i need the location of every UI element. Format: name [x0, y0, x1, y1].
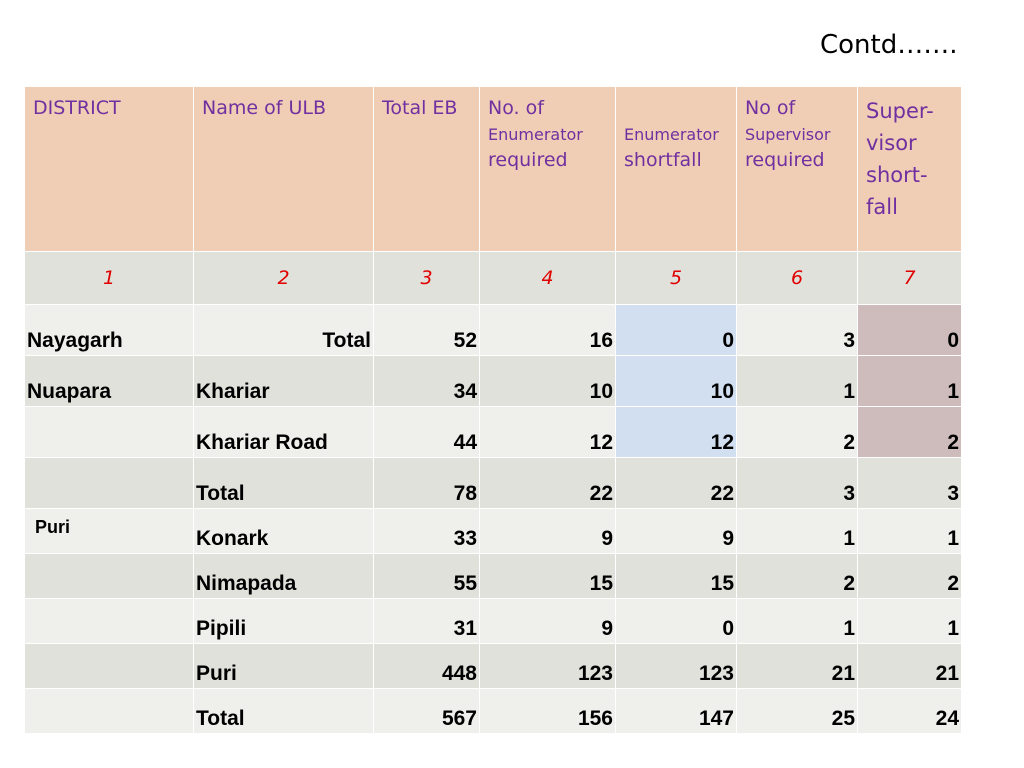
column-number: 5 [616, 252, 737, 305]
ulb-cell: Total [194, 458, 374, 509]
ulb-cell: Total [194, 689, 374, 734]
total-eb-cell: 34 [374, 356, 480, 407]
enumerator-shortfall-cell: 22 [616, 458, 737, 509]
district-cell [25, 689, 194, 734]
header-row [25, 87, 962, 252]
supervisor-shortfall-cell: 24 [858, 689, 962, 734]
supervisor-required-cell: 1 [737, 356, 858, 407]
enumerator-required-cell: 10 [480, 356, 616, 407]
table-row [25, 458, 962, 509]
district-cell [25, 554, 194, 599]
enumerator-required-cell: 9 [480, 599, 616, 644]
enumerator-shortfall-cell: 123 [616, 644, 737, 689]
header-supervisor-shortfall: Super- visor short- fall [858, 87, 962, 252]
column-number: 2 [194, 252, 374, 305]
column-number: 6 [737, 252, 858, 305]
district-cell: Puri [25, 509, 194, 554]
column-number: 4 [480, 252, 616, 305]
total-eb-cell: 31 [374, 599, 480, 644]
enumerator-required-cell: 156 [480, 689, 616, 734]
ulb-cell: Konark [194, 509, 374, 554]
total-eb-cell: 55 [374, 554, 480, 599]
district-cell: Nuapara [25, 356, 194, 407]
supervisor-shortfall-cell: 1 [858, 599, 962, 644]
enumerator-required-cell: 9 [480, 509, 616, 554]
supervisor-shortfall-cell: 2 [858, 407, 962, 458]
table-row [25, 509, 962, 554]
district-cell [25, 599, 194, 644]
header-enumerator-shortfall: Enumerator shortfall [616, 87, 737, 252]
table-row [25, 554, 962, 599]
table-row [25, 599, 962, 644]
enumerator-required-cell: 22 [480, 458, 616, 509]
enumerator-required-cell: 12 [480, 407, 616, 458]
enumerator-shortfall-cell: 9 [616, 509, 737, 554]
total-eb-cell: 78 [374, 458, 480, 509]
enumerator-shortfall-cell: 10 [616, 356, 737, 407]
ulb-cell: Puri [194, 644, 374, 689]
supervisor-shortfall-cell: 0 [858, 305, 962, 356]
column-number: 3 [374, 252, 480, 305]
total-eb-cell: 567 [374, 689, 480, 734]
ulb-table [24, 86, 962, 734]
ulb-cell: Nimapada [194, 554, 374, 599]
district-cell [25, 458, 194, 509]
enumerator-required-cell: 15 [480, 554, 616, 599]
supervisor-required-cell: 3 [737, 458, 858, 509]
total-eb-cell: 52 [374, 305, 480, 356]
enumerator-shortfall-cell: 0 [616, 599, 737, 644]
supervisor-shortfall-cell: 21 [858, 644, 962, 689]
total-eb-cell: 448 [374, 644, 480, 689]
header-enumerator-required: No. of Enumerator required [480, 87, 616, 252]
supervisor-required-cell: 2 [737, 554, 858, 599]
total-eb-cell: 33 [374, 509, 480, 554]
supervisor-shortfall-cell: 2 [858, 554, 962, 599]
ulb-cell: Khariar [194, 356, 374, 407]
supervisor-shortfall-cell: 3 [858, 458, 962, 509]
ulb-cell: Total [194, 305, 374, 356]
supervisor-required-cell: 3 [737, 305, 858, 356]
enumerator-shortfall-cell: 15 [616, 554, 737, 599]
header-ulb: Name of ULB [194, 87, 374, 252]
enumerator-shortfall-cell: 12 [616, 407, 737, 458]
ulb-cell: Khariar Road [194, 407, 374, 458]
supervisor-shortfall-cell: 1 [858, 509, 962, 554]
table-row [25, 407, 962, 458]
district-cell [25, 644, 194, 689]
table-row [25, 356, 962, 407]
supervisor-shortfall-cell: 1 [858, 356, 962, 407]
supervisor-required-cell: 25 [737, 689, 858, 734]
district-cell: Nayagarh [25, 305, 194, 356]
supervisor-required-cell: 1 [737, 509, 858, 554]
header-district: DISTRICT [25, 87, 194, 252]
supervisor-required-cell: 2 [737, 407, 858, 458]
column-number: 1 [25, 252, 194, 305]
column-number-row [25, 252, 962, 305]
district-cell [25, 407, 194, 458]
supervisor-required-cell: 1 [737, 599, 858, 644]
supervisor-required-cell: 21 [737, 644, 858, 689]
table-row [25, 689, 962, 734]
table-row [25, 305, 962, 356]
continued-label: Contd……. [820, 30, 958, 60]
enumerator-required-cell: 123 [480, 644, 616, 689]
ulb-cell: Pipili [194, 599, 374, 644]
enumerator-required-cell: 16 [480, 305, 616, 356]
header-supervisor-required: No of Supervisor required [737, 87, 858, 252]
enumerator-shortfall-cell: 147 [616, 689, 737, 734]
column-number: 7 [858, 252, 962, 305]
total-eb-cell: 44 [374, 407, 480, 458]
table-row [25, 644, 962, 689]
enumerator-shortfall-cell: 0 [616, 305, 737, 356]
header-total-eb: Total EB [374, 87, 480, 252]
